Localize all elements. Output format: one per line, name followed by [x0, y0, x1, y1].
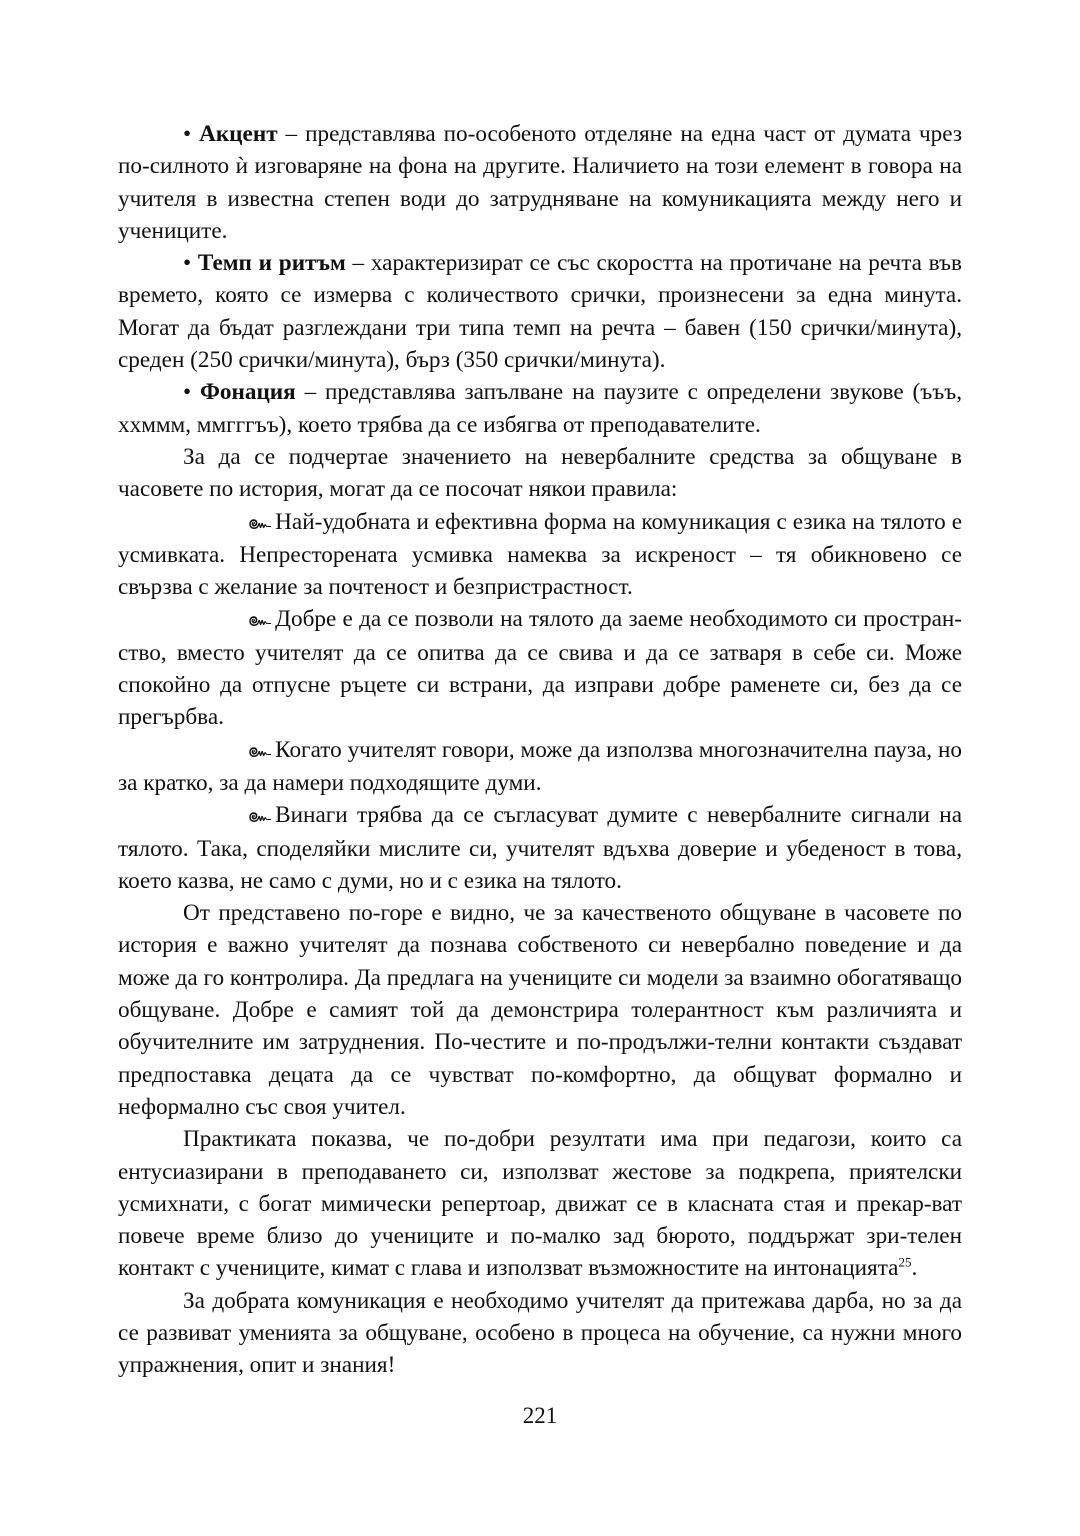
rule-item-smile — [118, 506, 962, 604]
bullet-icon: • — [183, 379, 192, 406]
paragraph-text: За добрата комуникация е необходимо учителят да притежава дарба, но за да се развиват уменията за общуване, особено в процеса на обучение, са нужни много упражнения, опит и знания! — [118, 1287, 962, 1379]
term-phonation: Фонация — [199, 379, 296, 406]
paragraph-text: Добре е да се позволи на тялото да заеме необходимото си простран-ство, вместо учителят да се опитва да се свива и да се затваря в себе си. Може спокойно да отпусне ръцете си встрани, да изправи добре раменете си, без да се прегърбва. — [118, 606, 962, 731]
paragraph-text: Когато учителят говори, може да използва многозначителна пауза, но за кратко, за да намери подходящите думи. — [118, 736, 962, 796]
paragraph-text: – представлява по-особеното отделяне на една част от думата чрез по-силното ѝ изговаряне на фона на другите. Наличието на този елемент в говора на учителя в известна степен води до затрудняване на комуникацията между него и учениците. — [118, 121, 963, 244]
paragraph-text: – представлява запълване на паузите с определени звукове (ъъъ, ххммм, ммгггъъ), което трябва да се избягва от преподавателите. — [118, 379, 962, 438]
bullet-icon: • — [183, 121, 192, 147]
paragraph-intro-rules — [118, 441, 962, 506]
bullet-icon: • — [183, 250, 192, 277]
paragraph-text: За да се подчертае значението на невербалните средства за общуване в часовете по история, могат да се посочат някои правила: — [118, 443, 962, 503]
paragraph-accent — [118, 118, 962, 247]
paragraph-tail: . — [911, 1255, 918, 1282]
paragraph-conclusion — [118, 1285, 962, 1382]
paragraph-quality-communication — [118, 897, 962, 1123]
ornament-bullet-icon: ๛ — [248, 805, 272, 828]
paragraph-tempo-rhythm — [118, 247, 962, 376]
ornament-bullet-icon: ๛ — [248, 739, 272, 762]
page-number: 221 — [522, 1403, 558, 1428]
ornament-bullet-icon: ๛ — [248, 609, 272, 632]
paragraph-text: Винаги трябва да се съгласуват думите с невербалните сигнали на тялото. Така, споделяйки мислите си, учителят вдъхва доверие и убеденост в това, което казва, не само с думи, но и с езика на тялото. — [118, 802, 962, 894]
paragraph-practice — [118, 1123, 962, 1284]
paragraph-text: Най-удобната и ефективна форма на комуникация с езика на тялото е усмивката. Непресторената усмивка намеква за искреност – тя обикновено се свързва с желание за почтеност и безпристрастност. — [118, 508, 962, 601]
paragraph-phonation — [118, 376, 962, 441]
rule-item-signals — [118, 799, 962, 897]
footnote-reference[interactable]: 25 — [898, 1254, 912, 1270]
term-accent: Акцент — [199, 121, 278, 147]
ornament-bullet-icon: ๛ — [248, 511, 272, 534]
page-body — [118, 118, 962, 1382]
paragraph-text: Практиката показва, че по-добри резултати има при педагози, които са ентусиазирани в преподаването си, използват жестове за подкрепа, приятелски усмихнати, с богат мимически репертоар, движат се в класната стая и прекар-ват повече време близо до учениците и по-малко зад бюрото, поддържат зри-телен контакт с учениците, кимат с глава и използват възможностите на интонацията — [118, 1126, 962, 1282]
rule-item-space — [118, 603, 962, 733]
paragraph-text: – характеризират се със скоростта на протичане на речта във времето, която се измерва с количеството срички, произнесени за една минута. Могат да бъдат разглеждани три типа темп на речта – бавен (150 срички/минута), среден (250 срички/минута), бърз (350 срички/минута). — [118, 250, 962, 374]
term-tempo-rhythm: Темп и ритъм — [197, 250, 346, 277]
rule-item-pause — [118, 734, 962, 800]
paragraph-text: От представено по-горе е видно, че за качественото общуване в часовете по история е важно учителят да познава собственото си невербално поведение и да може да го контролира. Да предлага на учениците си модели за взаимно обогатяващо общуване. Добре е самият той да демонстрира толерантност към различията и обучителните им затруднения. По-честите и по-продължи-телни контакти създават предпоставка децата да се чувстват по-комфортно, да общуват формално и неформално със своя учител. — [118, 900, 962, 1120]
